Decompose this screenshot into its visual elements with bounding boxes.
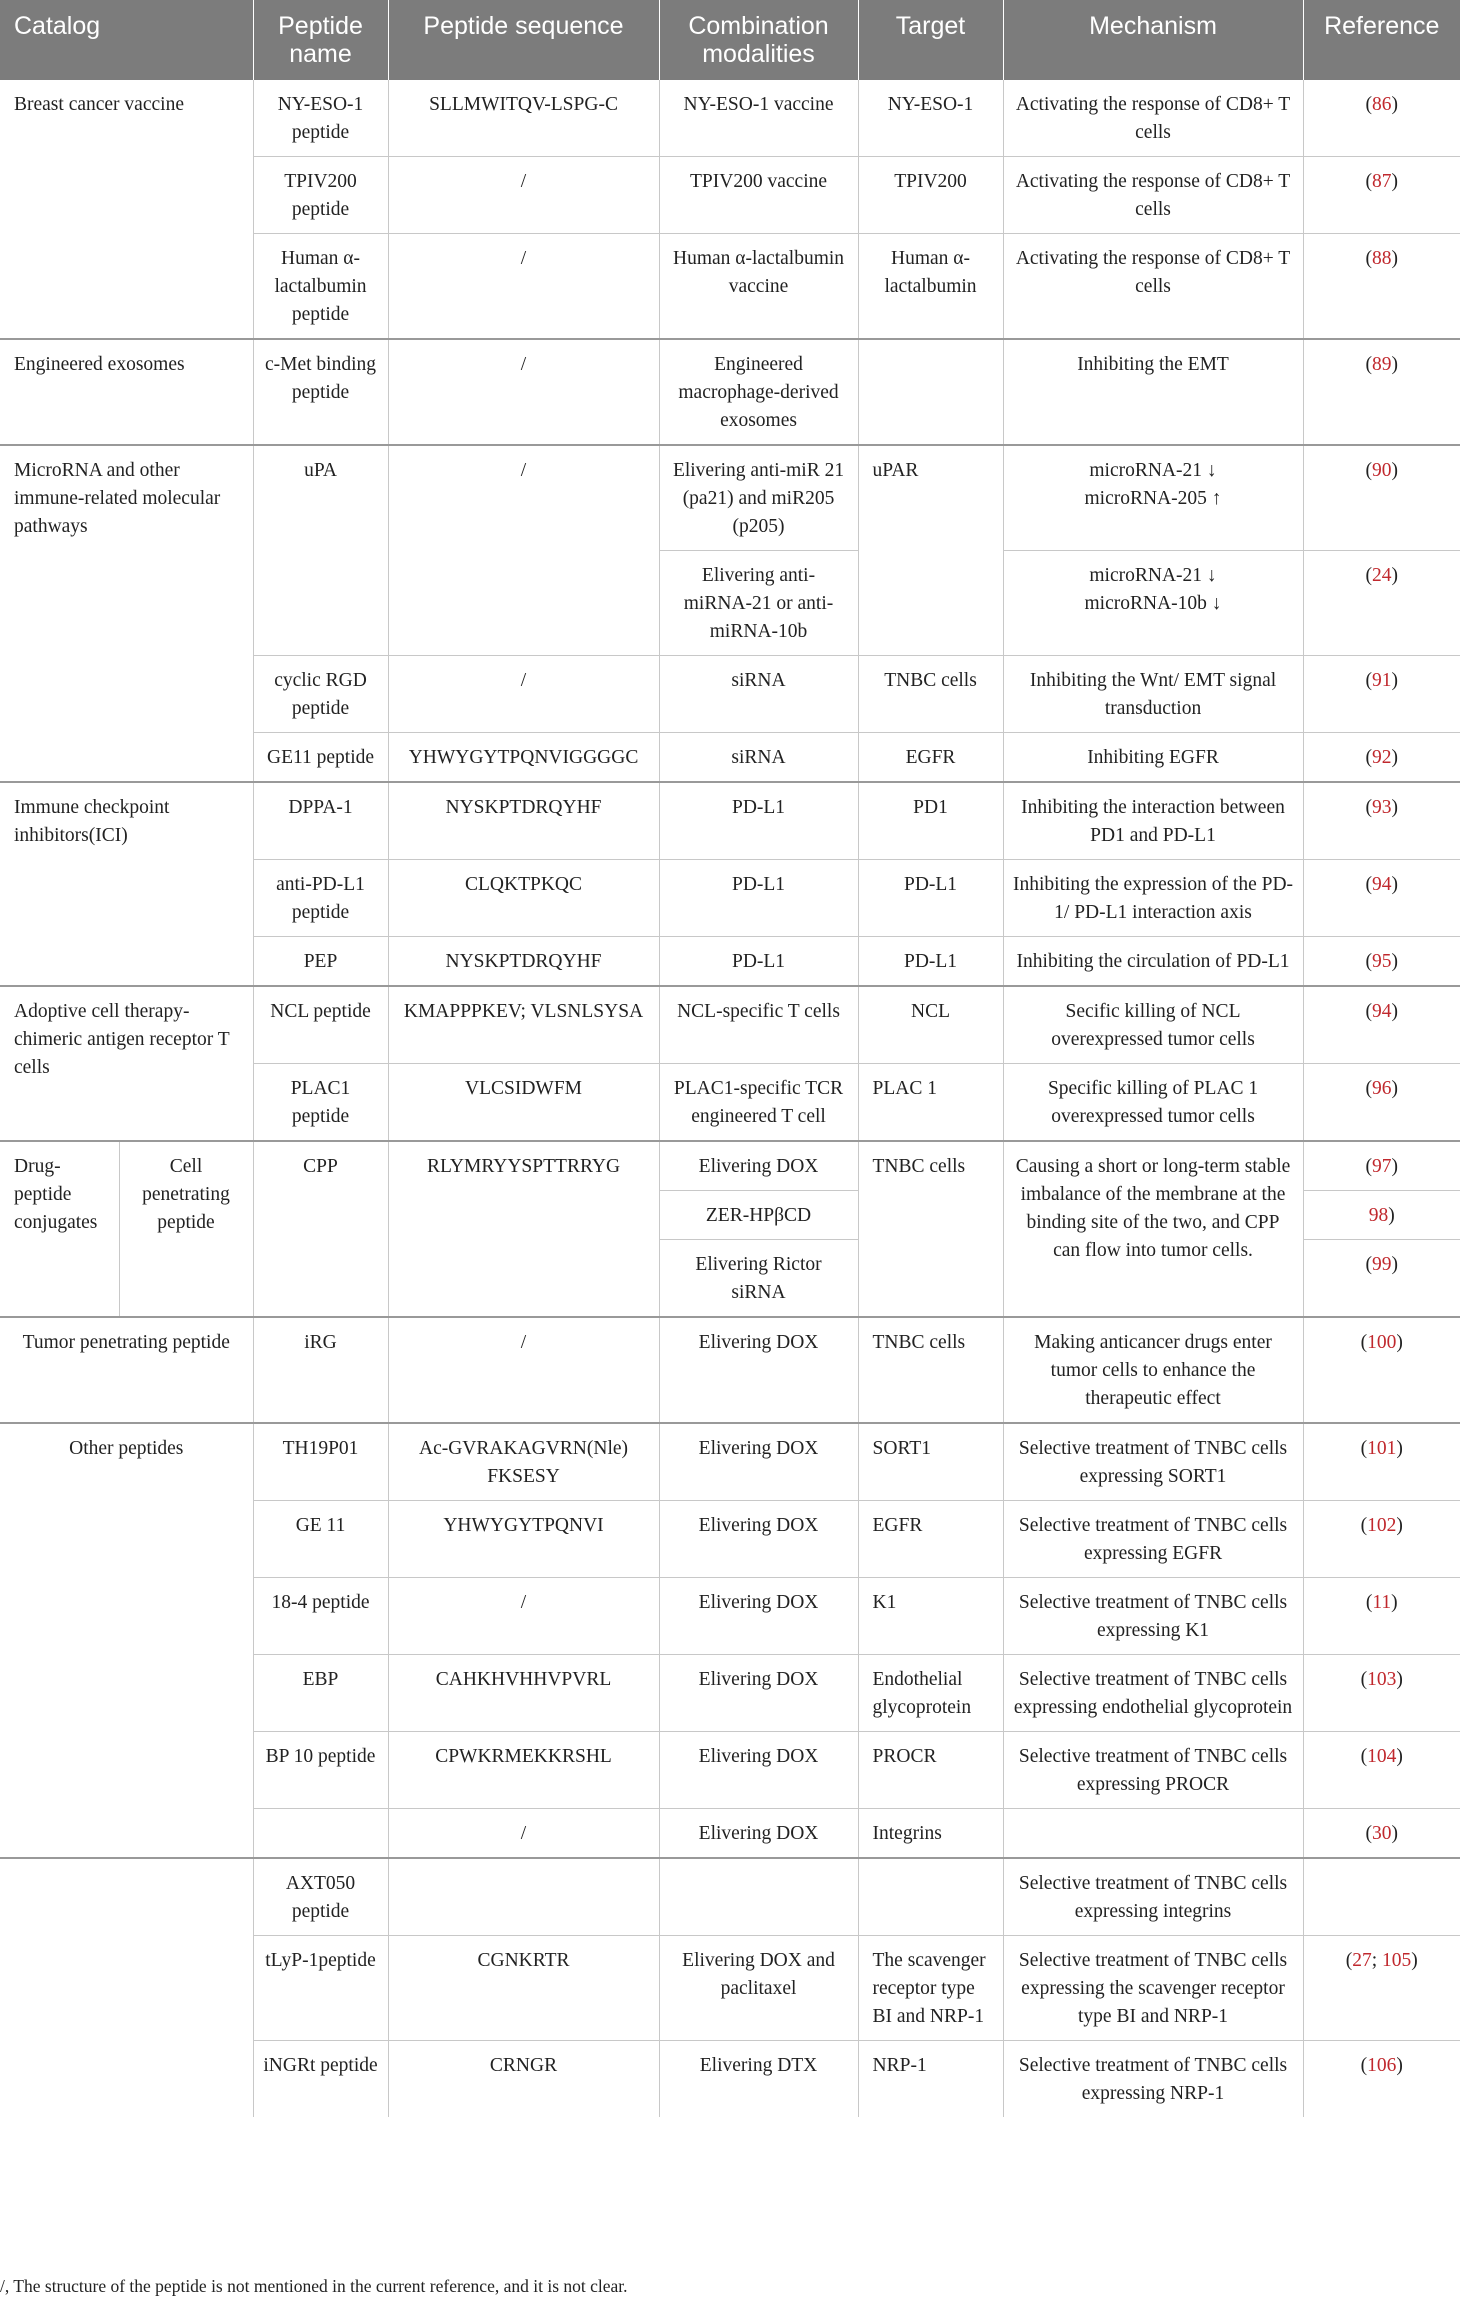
mechanism-cell: Inhibiting the Wnt/ EMT signal transduction xyxy=(1003,656,1303,733)
catalog-cell: MicroRNA and other immune-related molecular pathways xyxy=(0,445,253,782)
target-cell: TNBC cells xyxy=(858,656,1003,733)
table-row xyxy=(0,80,1460,157)
table-row xyxy=(0,782,1460,860)
target-cell: PD1 xyxy=(858,782,1003,860)
combination-cell: Elivering DOX xyxy=(659,1423,858,1501)
peptide-name-cell: NCL peptide xyxy=(253,986,388,1064)
sequence-cell: YHWYGYTPQNVIGGGGC xyxy=(388,733,659,783)
mechanism-cell: Inhibiting EGFR xyxy=(1003,733,1303,783)
table-row xyxy=(0,986,1460,1064)
reference-link[interactable]: 94 xyxy=(1372,874,1392,895)
combination-cell: Elivering DOX xyxy=(659,1809,858,1859)
target-cell: Human α-lactalbumin xyxy=(858,234,1003,340)
sequence-cell: CLQKTPKQC xyxy=(388,860,659,937)
target-cell: TNBC cells xyxy=(858,1141,1003,1317)
reference-cell: (97) xyxy=(1303,1141,1460,1191)
sequence-cell: CPWKRMEKKRSHL xyxy=(388,1732,659,1809)
peptide-name-cell: TPIV200 peptide xyxy=(253,157,388,234)
target-cell: PLAC 1 xyxy=(858,1064,1003,1142)
mechanism-cell: microRNA-21 ↓ microRNA-205 ↑ xyxy=(1003,445,1303,551)
reference-cell: (11) xyxy=(1303,1578,1460,1655)
sequence-cell: RLYMRYYSPTTRRYG xyxy=(388,1141,659,1317)
reference-cell xyxy=(1303,1858,1460,1936)
peptide-name-cell: PLAC1 peptide xyxy=(253,1064,388,1142)
sequence-cell: CAHKHVHHVPVRL xyxy=(388,1655,659,1732)
sequence-cell: KMAPPPKEV; VLSNLSYSA xyxy=(388,986,659,1064)
peptide-name-cell: c-Met binding peptide xyxy=(253,339,388,445)
reference-cell: (94) xyxy=(1303,986,1460,1064)
reference-link[interactable]: 86 xyxy=(1372,94,1392,115)
sequence-cell xyxy=(388,1858,659,1936)
reference-link[interactable]: 101 xyxy=(1367,1438,1397,1459)
reference-link[interactable]: 94 xyxy=(1372,1001,1392,1022)
table-row xyxy=(0,339,1460,445)
target-cell: K1 xyxy=(858,1578,1003,1655)
reference-cell: (86) xyxy=(1303,80,1460,157)
reference-cell: (106) xyxy=(1303,2041,1460,2118)
target-cell xyxy=(858,339,1003,445)
reference-cell: (24) xyxy=(1303,551,1460,656)
sequence-cell: NYSKPTDRQYHF xyxy=(388,782,659,860)
reference-link[interactable]: 104 xyxy=(1367,1746,1397,1767)
sequence-cell: NYSKPTDRQYHF xyxy=(388,937,659,987)
reference-cell: (91) xyxy=(1303,656,1460,733)
peptide-name-cell: cyclic RGD peptide xyxy=(253,656,388,733)
mechanism-cell: Activating the response of CD8+ T cells xyxy=(1003,157,1303,234)
reference-cell: (92) xyxy=(1303,733,1460,783)
reference-cell: (102) xyxy=(1303,1501,1460,1578)
catalog-cell: Other peptides xyxy=(0,1423,253,1858)
peptide-name-cell: BP 10 peptide xyxy=(253,1732,388,1809)
target-cell: TPIV200 xyxy=(858,157,1003,234)
reference-link[interactable]: 102 xyxy=(1367,1515,1397,1536)
mechanism-cell: Selective treatment of TNBC cells expressing endothelial glycoprotein xyxy=(1003,1655,1303,1732)
sequence-cell: / xyxy=(388,1809,659,1859)
reference-cell: (89) xyxy=(1303,339,1460,445)
mechanism-cell: Causing a short or long-term stable imbalance of the membrane at the binding site of the two, and CPP can flow into tumor cells. xyxy=(1003,1141,1303,1317)
peptide-name-cell xyxy=(253,1809,388,1859)
reference-link[interactable]: 11 xyxy=(1372,1592,1392,1613)
header-mechanism: Mechanism xyxy=(1003,0,1303,80)
table-row xyxy=(0,1858,1460,1936)
mechanism-cell: Inhibiting the interaction between PD1 and PD-L1 xyxy=(1003,782,1303,860)
target-cell: NRP-1 xyxy=(858,2041,1003,2118)
reference-cell: (103) xyxy=(1303,1655,1460,1732)
peptide-name-cell: GE 11 xyxy=(253,1501,388,1578)
header-target: Target xyxy=(858,0,1003,80)
combination-cell: PD-L1 xyxy=(659,937,858,987)
header-row xyxy=(0,0,1460,80)
peptide-name-cell: anti-PD-L1 peptide xyxy=(253,860,388,937)
sequence-cell: CGNKRTR xyxy=(388,1936,659,2041)
reference-cell: (94) xyxy=(1303,860,1460,937)
table-footnote: /, The structure of the peptide is not mentioned in the current reference, and it is not clear. xyxy=(0,2276,628,2296)
sequence-cell: Ac-GVRAKAGVRN(Nle) FKSESY xyxy=(388,1423,659,1501)
combination-cell: Human α-lactalbumin vaccine xyxy=(659,234,858,340)
mechanism-cell: Activating the response of CD8+ T cells xyxy=(1003,80,1303,157)
peptide-name-cell: NY-ESO-1 peptide xyxy=(253,80,388,157)
reference-cell: (93) xyxy=(1303,782,1460,860)
combination-cell: PD-L1 xyxy=(659,782,858,860)
target-cell: uPAR xyxy=(858,445,1003,656)
peptide-name-cell: 18-4 peptide xyxy=(253,1578,388,1655)
table-row xyxy=(0,445,1460,551)
reference-link[interactable]: 100 xyxy=(1367,1332,1397,1353)
sequence-cell: SLLMWITQV-LSPG-C xyxy=(388,80,659,157)
combination-cell: NCL-specific T cells xyxy=(659,986,858,1064)
catalog-cell: Drug-peptide conjugates xyxy=(0,1141,119,1317)
sequence-cell: / xyxy=(388,1317,659,1423)
target-cell: SORT1 xyxy=(858,1423,1003,1501)
mechanism-cell: Selective treatment of TNBC cells expressing PROCR xyxy=(1003,1732,1303,1809)
table-row xyxy=(0,1423,1460,1501)
combination-cell xyxy=(659,1858,858,1936)
peptide-name-cell: GE11 peptide xyxy=(253,733,388,783)
sequence-cell: VLCSIDWFM xyxy=(388,1064,659,1142)
mechanism-cell: Selective treatment of TNBC cells expressing integrins xyxy=(1003,1858,1303,1936)
combination-cell: Elivering DOX and paclitaxel xyxy=(659,1936,858,2041)
combination-cell: Elivering anti-miR 21 (pa21) and miR205 (p205) xyxy=(659,445,858,551)
reference-cell: (95) xyxy=(1303,937,1460,987)
combination-cell: Elivering DOX xyxy=(659,1732,858,1809)
target-cell: TNBC cells xyxy=(858,1317,1003,1423)
sequence-cell: / xyxy=(388,445,659,656)
mechanism-cell: Activating the response of CD8+ T cells xyxy=(1003,234,1303,340)
reference-link[interactable]: 103 xyxy=(1367,1669,1397,1690)
mechanism-cell: microRNA-21 ↓ microRNA-10b ↓ xyxy=(1003,551,1303,656)
peptide-name-cell: iNGRt peptide xyxy=(263,2055,378,2076)
catalog-cell: Tumor penetrating peptide xyxy=(0,1317,253,1423)
combination-cell: Elivering DOX xyxy=(659,1317,858,1423)
combination-cell: NY-ESO-1 vaccine xyxy=(659,80,858,157)
target-cell: EGFR xyxy=(858,733,1003,783)
reference-link[interactable]: 27 xyxy=(1352,1950,1372,1971)
header-reference: Reference xyxy=(1303,0,1460,80)
reference-link[interactable]: 89 xyxy=(1372,354,1392,375)
reference-link[interactable]: 91 xyxy=(1372,670,1392,691)
reference-link[interactable]: 98 xyxy=(1368,1205,1389,1226)
mechanism-cell: Inhibiting the circulation of PD-L1 xyxy=(1003,937,1303,987)
reference-link[interactable]: 97 xyxy=(1372,1156,1392,1177)
reference-link[interactable]: 90 xyxy=(1372,460,1392,481)
reference-link[interactable]: 87 xyxy=(1372,171,1392,192)
table-row xyxy=(0,1317,1460,1423)
reference-link[interactable]: 95 xyxy=(1372,951,1392,972)
reference-cell: (88) xyxy=(1303,234,1460,340)
sequence-cell: CRNGR xyxy=(388,2041,659,2118)
catalog-cell: Immune checkpoint inhibitors(ICI) xyxy=(0,782,253,986)
peptide-name-cell: AXT050 peptide xyxy=(253,1858,388,1936)
target-cell: PD-L1 xyxy=(858,937,1003,987)
target-cell: PD-L1 xyxy=(858,860,1003,937)
sequence-cell: YHWYGYTPQNVI xyxy=(388,1501,659,1578)
mechanism-cell: Selective treatment of TNBC cells expressing the scavenger receptor type BI and NRP-1 xyxy=(1003,1936,1303,2041)
combination-cell: ZER-HPβCD xyxy=(659,1191,858,1240)
header-catalog: Catalog xyxy=(0,0,253,80)
combination-cell: TPIV200 vaccine xyxy=(659,157,858,234)
sequence-cell: / xyxy=(388,339,659,445)
reference-cell: (99) xyxy=(1303,1240,1460,1318)
header-peptide-sequence: Peptide sequence xyxy=(388,0,659,80)
subcatalog-cell: Cell penetrating peptide xyxy=(119,1141,253,1317)
reference-cell: (100) xyxy=(1303,1317,1460,1423)
combination-cell: Elivering DOX xyxy=(659,1655,858,1732)
target-cell: Integrins xyxy=(858,1809,1003,1859)
target-cell: Endothelial glycoprotein xyxy=(858,1655,1003,1732)
target-cell: EGFR xyxy=(858,1501,1003,1578)
combination-cell: siRNA xyxy=(659,733,858,783)
sequence-cell: / xyxy=(388,234,659,340)
combination-cell: PD-L1 xyxy=(659,860,858,937)
mechanism-cell: Selective treatment of TNBC cells expressing SORT1 xyxy=(1003,1423,1303,1501)
mechanism-cell: Selective treatment of TNBC cells expressing K1 xyxy=(1003,1578,1303,1655)
mechanism-cell: Inhibiting the expression of the PD-1/ PD-L1 interaction axis xyxy=(1003,860,1303,937)
mechanism-cell: Making anticancer drugs enter tumor cells to enhance the therapeutic effect xyxy=(1003,1317,1303,1423)
reference-cell: (96) xyxy=(1303,1064,1460,1142)
combination-cell: Elivering anti-miRNA-21 or anti-miRNA-10b xyxy=(659,551,858,656)
sequence-cell: / xyxy=(388,656,659,733)
peptide-name-cell: uPA xyxy=(253,445,388,656)
target-cell: The scavenger receptor type BI and NRP-1 xyxy=(858,1936,1003,2041)
reference-cell: 98) xyxy=(1303,1191,1460,1240)
reference-cell: (87) xyxy=(1303,157,1460,234)
combination-cell: Elivering DOX xyxy=(659,1578,858,1655)
sequence-cell: / xyxy=(388,157,659,234)
reference-link[interactable]: 99 xyxy=(1372,1254,1392,1275)
reference-link[interactable]: 96 xyxy=(1372,1078,1392,1099)
combination-cell: PLAC1-specific TCR engineered T cell xyxy=(659,1064,858,1142)
reference-cell: (104) xyxy=(1303,1732,1460,1809)
reference-link[interactable]: 24 xyxy=(1372,565,1392,586)
reference-link[interactable]: 93 xyxy=(1372,797,1392,818)
reference-cell: (27; 105) xyxy=(1303,1936,1460,2041)
reference-link[interactable]: 106 xyxy=(1367,2055,1397,2076)
mechanism-cell: Secific killing of NCL overexpressed tumor cells xyxy=(1003,986,1303,1064)
sequence-cell: / xyxy=(388,1578,659,1655)
header-combination: Combination modalities xyxy=(659,0,858,80)
header-peptide-name: Peptide name xyxy=(253,0,388,80)
reference-cell: (101) xyxy=(1303,1423,1460,1501)
peptide-name-cell: DPPA-1 xyxy=(253,782,388,860)
peptide-name-cell: EBP xyxy=(253,1655,388,1732)
combination-cell: siRNA xyxy=(659,656,858,733)
target-cell: PROCR xyxy=(858,1732,1003,1809)
peptide-name-cell: Human α-lactalbumin peptide xyxy=(253,234,388,340)
target-cell: NY-ESO-1 xyxy=(858,80,1003,157)
catalog-cell xyxy=(0,1858,253,2117)
mechanism-cell: Specific killing of PLAC 1 overexpressed tumor cells xyxy=(1003,1064,1303,1142)
peptide-name-cell: PEP xyxy=(253,937,388,987)
peptide-name-cell: iRG xyxy=(253,1317,388,1423)
mechanism-cell: Selective treatment of TNBC cells expressing EGFR xyxy=(1003,1501,1303,1578)
reference-cell: (30) xyxy=(1303,1809,1460,1859)
catalog-cell: Breast cancer vaccine xyxy=(0,80,253,339)
catalog-cell: Adoptive cell therapy-chimeric antigen receptor T cells xyxy=(0,986,253,1141)
target-cell: NCL xyxy=(858,986,1003,1064)
combination-cell: Elivering DTX xyxy=(659,2041,858,2118)
peptide-name-cell: tLyP-1peptide xyxy=(253,1936,388,2041)
combination-cell: Elivering DOX xyxy=(659,1501,858,1578)
peptide-name-cell: TH19P01 xyxy=(253,1423,388,1501)
table-row xyxy=(0,1141,1460,1191)
combination-cell: Elivering Rictor siRNA xyxy=(659,1240,858,1318)
target-cell xyxy=(858,1858,1003,1936)
reference-link[interactable]: 105 xyxy=(1382,1950,1412,1971)
mechanism-cell: Selective treatment of TNBC cells expressing NRP-1 xyxy=(1003,2041,1303,2118)
reference-link[interactable]: 30 xyxy=(1372,1823,1392,1844)
mechanism-cell: Inhibiting the EMT xyxy=(1003,339,1303,445)
reference-cell: (90) xyxy=(1303,445,1460,551)
combination-cell: Engineered macrophage-derived exosomes xyxy=(659,339,858,445)
reference-link[interactable]: 92 xyxy=(1372,747,1392,768)
catalog-cell: Engineered exosomes xyxy=(0,339,253,445)
reference-link[interactable]: 88 xyxy=(1372,248,1392,269)
combination-cell: Elivering DOX xyxy=(659,1141,858,1191)
mechanism-cell xyxy=(1003,1809,1303,1859)
peptide-name-cell: CPP xyxy=(253,1141,388,1317)
